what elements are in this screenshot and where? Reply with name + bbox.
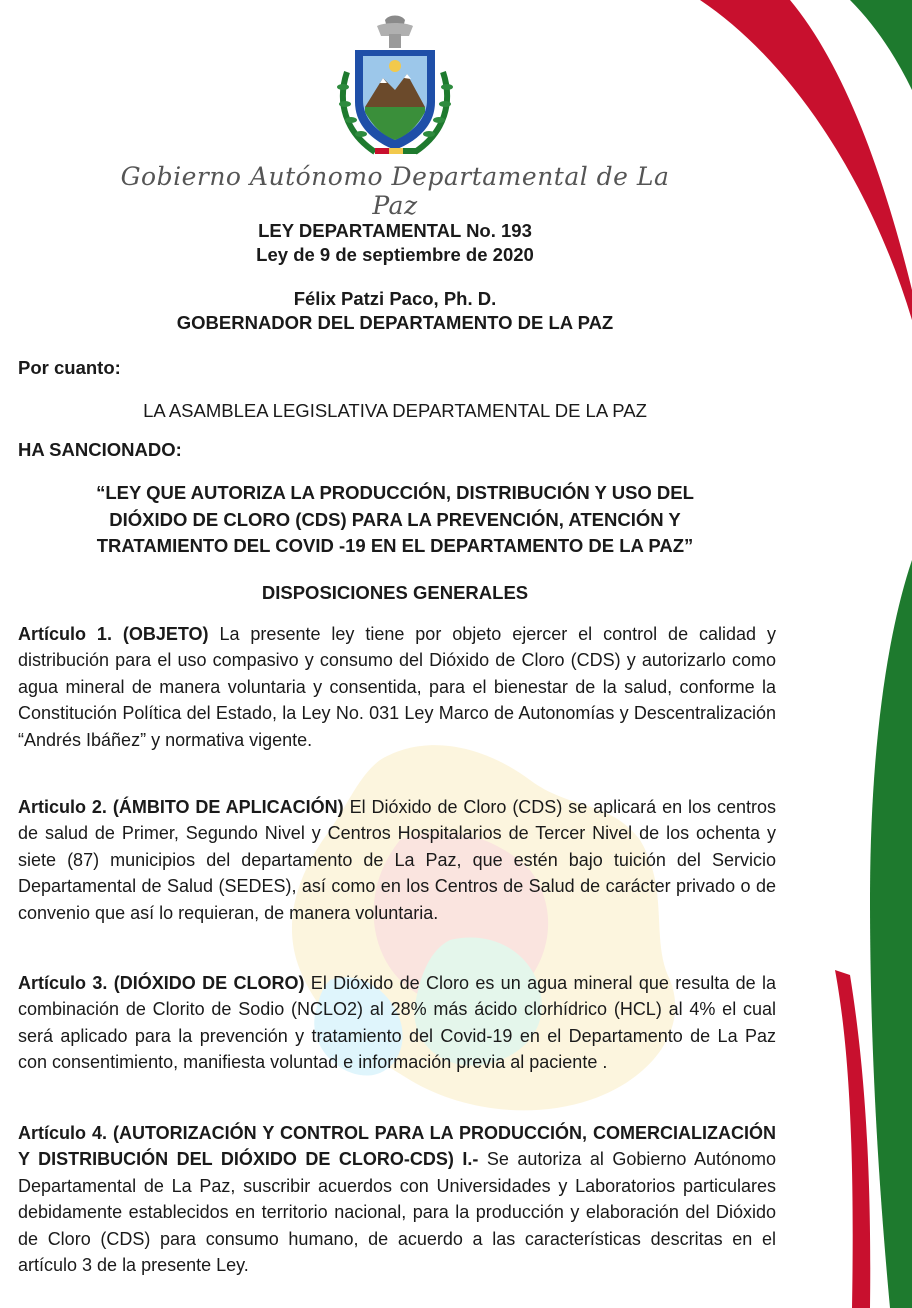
law-title-line-2: DIÓXIDO DE CLORO (CDS) PARA LA PREVENCIÓN, ATENCIÓN Y	[109, 508, 681, 530]
por-cuanto: Por cuanto:	[18, 357, 121, 378]
article-2-text: El Dióxido de Cloro (CDS) se aplicará en los centros de salud de Primer, Segundo Nivel y Centros Hospitalarios de Tercer Nivel de los ochenta y siete (87) municipios del departamento de La Paz, que estén bajo tuición del Servicio Departamental de Salud (SEDES), así como en los Centros de Salud de carácter privado o de convenio que así lo requieran, de manera voluntaria.	[18, 797, 776, 923]
assembly-name-text: LA ASAMBLEA LEGISLATIVA DEPARTAMENTAL DE LA PAZ	[143, 400, 647, 421]
article-1	[18, 621, 776, 753]
law-title-line-1: “LEY QUE AUTORIZA LA PRODUCCIÓN, DISTRIBUCIÓN Y USO DEL	[96, 482, 694, 503]
governor-title: GOBERNADOR DEL DEPARTAMENTO DE LA PAZ	[176, 312, 614, 333]
governor-name: Félix Patzi Paco, Ph. D.	[293, 288, 497, 309]
article-3	[18, 970, 776, 1076]
article-4	[18, 1120, 776, 1278]
section-heading: DISPOSICIONES GENERALES	[261, 582, 529, 603]
article-4-heading: Artículo 4. (AUTORIZACIÓN Y CONTROL PARA LA PRODUCCIÓN, COMERCIALIZACIÓN Y DISTRIBUCIÓN DEL DIÓXIDO DE CLORO-CDS) I.-	[18, 1123, 776, 1170]
red-band-bottom	[835, 970, 870, 1308]
article-2	[18, 794, 776, 926]
department-map-watermark	[230, 720, 710, 1140]
law-number: LEY DEPARTAMENTAL No. 193	[258, 220, 532, 241]
law-title	[20, 480, 770, 560]
ha-sancionado: HA SANCIONADO:	[18, 439, 182, 460]
government-name: Gobierno Autónomo Departamental de La Paz	[120, 162, 670, 220]
article-4-text: Se autoriza al Gobierno Autónomo Departamental de La Paz, suscribir acuerdos con Universidades y Laboratorios particulares debidamente establecidos en territorio nacional, para la producción y elaboración del Dióxido de Cloro (CDS) para consumo humano, de acuerdo a las características descritas en el artículo 3 de la presente Ley.	[18, 1149, 777, 1276]
article-1-heading: Artículo 1. (OBJETO)	[18, 624, 209, 644]
article-1-text: La presente ley tiene por objeto ejercer el control de calidad y distribución para el uso compasivo y consumo del Dióxido de Cloro (CDS) y autorizarlo como agua mineral de manera voluntaria y consentida, para el bienestar de la salud, conforme la Constitución Política del Estado, la Ley No. 031 Ley Marco de Autonomías y Descentralización “Andrés Ibáñez” y normativa vigente.	[18, 624, 776, 750]
la-paz-coat-of-arms-icon	[325, 12, 465, 162]
law-date: Ley de 9 de septiembre de 2020	[256, 244, 534, 265]
article-3-text: El Dióxido de Cloro es un agua mineral que resulta de la combinación de Clorito de Sodio (NCLO2) al 28% más ácido clorhídrico (HCL) al 4% el cual será aplicado para la prevención y tratamiento del Covid-19 en el Departamento de La Paz con consentimiento, manifiesta voluntad e información previa al paciente .	[18, 973, 777, 1073]
law-title-line-3: TRATAMIENTO DEL COVID -19 EN EL DEPARTAMENTO DE LA PAZ”	[96, 535, 694, 556]
article-2-heading: Articulo 2. (ÁMBITO DE APLICACIÓN)	[18, 797, 344, 817]
assembly-name	[40, 398, 750, 423]
green-band-right	[870, 560, 912, 1308]
article-3-heading: Artículo 3. (DIÓXIDO DE CLORO)	[18, 973, 305, 993]
red-band-top	[700, 0, 912, 320]
green-band-top	[850, 0, 912, 90]
